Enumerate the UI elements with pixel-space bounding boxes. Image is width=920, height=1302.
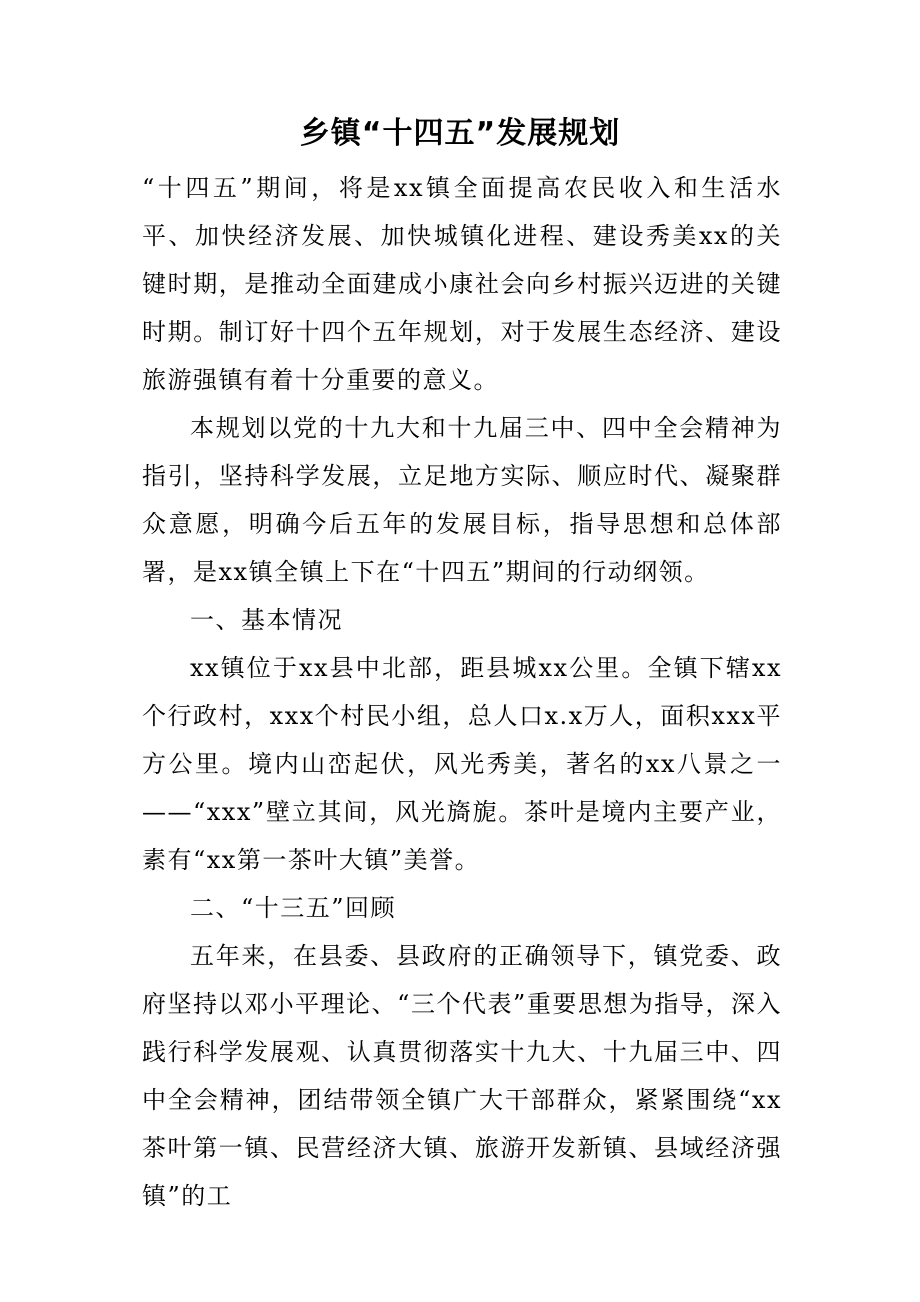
section-heading-basic-situation: 一、基本情况 (190, 606, 343, 634)
paragraph-intro: “十四五”期间，将是xx镇全面提高农民收入和生活水平、加快经济发展、加快城镇化进程、建设秀美xx的关键时期，是推动全面建成小康社会向乡村振兴迈进的关键时期。制订好十四个五年规划，对于发展生态经济、建设旅游强镇有着十分重要的意义。 (142, 174, 782, 394)
paragraph-review: 五年来，在县委、县政府的正确领导下，镇党委、政府坚持以邓小平理论、“三个代表”重要思想为指导，深入践行科学发展观、认真贯彻落实十九大、十九届三中、四中全会精神，团结带领全镇广大干部群众，紧紧围绕“xx茶叶第一镇、民营经济大镇、旅游开发新镇、县域经济强镇”的工 (142, 942, 782, 1210)
paragraph-guidance: 本规划以党的十九大和十九届三中、四中全会精神为指引，坚持科学发展，立足地方实际、顺应时代、凝聚群众意愿，明确今后五年的发展目标，指导思想和总体部署，是xx镇全镇上下在“十四五”期间的行动纲领。 (142, 414, 782, 586)
paragraph-basic-situation: xx镇位于xx县中北部，距县城xx公里。全镇下辖xx个行政村，xxx个村民小组，总人口x.x万人，面积xxx平方公里。境内山峦起伏，风光秀美，著名的xx八景之一——“xxx”壁立其间，风光旖旎。茶叶是境内主要产业，素有“xx第一茶叶大镇”美誉。 (142, 654, 782, 874)
document-title: 乡镇“十四五”发展规划 (299, 116, 621, 151)
document-body (142, 164, 782, 1220)
section-heading-review: 二、“十三五”回顾 (190, 894, 397, 922)
